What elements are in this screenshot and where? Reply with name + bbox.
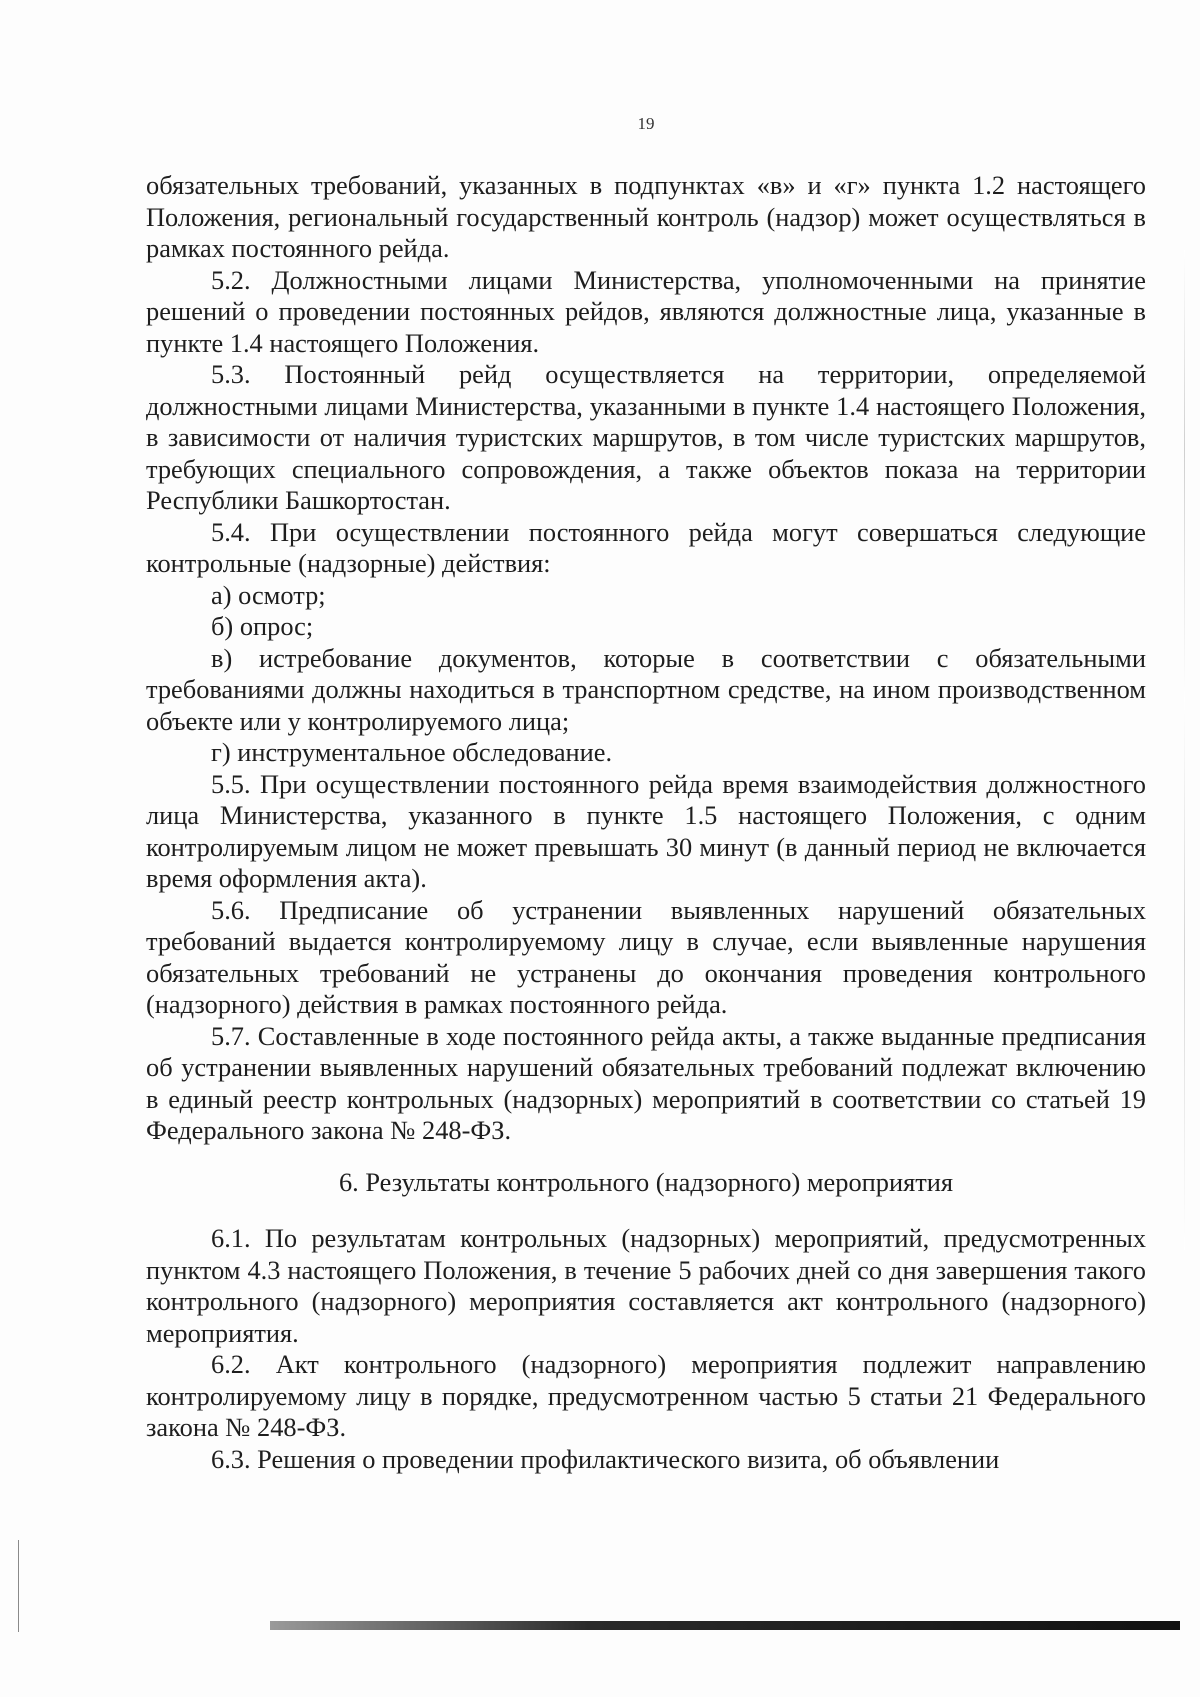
page-number: 19 (637, 114, 655, 133)
paragraph-5-2: 5.2. Должностными лицами Министерства, уполномоченными на принятие решений о проведении постоянных рейдов, являются должностные лица, указанные в пункте 1.4 настоящего Положения. (146, 264, 1146, 358)
scan-edge-artifact (1184, 250, 1185, 1250)
scan-margin-line (18, 1540, 19, 1632)
paragraph-5-6: 5.6. Предписание об устранении выявленных нарушений обязательных требований выдается контролируемому лицу в случае, если выявленные нарушения обязательных требований не устранены до окончания проведения контрольного (надзорного) действия в рамках постоянного рейда. (146, 894, 1146, 1019)
paragraph-continuation: обязательных требований, указанных в подпунктах «в» и «г» пункта 1.2 настоящего Положения, региональный государственный контроль (надзор) может осуществляться в рамках постоянного рейда. (146, 170, 1146, 263)
paragraph-5-7: 5.7. Составленные в ходе постоянного рейда акты, а также выданные предписания об устранении выявленных нарушений обязательных требований подлежат включению в единый реестр контрольных (надзорных) мероприятий в соответствии со статьей 19 Федерального закона № 248-ФЗ. (146, 1020, 1146, 1145)
list-item-g: г) инструментальное обследование. (211, 737, 613, 767)
paragraph-6-2: 6.2. Акт контрольного (надзорного) мероприятия подлежит направлению контролируемому лицу в порядке, предусмотренном частью 5 статьи 21 Федерального закона № 248-ФЗ. (146, 1349, 1146, 1442)
paragraph-5-4: 5.4. При осуществлении постоянного рейда могут совершаться следующие контрольные (надзорные) действия: (146, 516, 1146, 578)
list-item-b: б) опрос; (211, 611, 314, 641)
paragraph-6-1: 6.1. По результатам контрольных (надзорных) мероприятий, предусмотренных пунктом 4.3 настоящего Положения, в течение 5 рабочих дней со дня завершения такого контрольного (надзорного) мероприятия составляется акт контрольного (надзорного) мероприятия. (146, 1223, 1146, 1348)
section-heading: 6. Результаты контрольного (надзорного) мероприятия (338, 1166, 954, 1197)
list-item-v: в) истребование документов, которые в соответствии с обязательными требованиями должны находиться в транспортном средстве, на ином производственном объекте или у контролируемого лица; (146, 642, 1146, 736)
paragraph-5-5: 5.5. При осуществлении постоянного рейда время взаимодействия должностного лица Министерства, указанного в пункте 1.5 настоящего Положения, с одним контролируемым лицом не может превышать 30 минут (в данный период не включается время оформления акта). (146, 768, 1146, 893)
list-item-a: а) осмотр; (211, 579, 326, 610)
scan-bottom-shadow (270, 1621, 1180, 1630)
paragraph-6-3: 6.3. Решения о проведении профилактического визита, об объявлении (211, 1443, 1000, 1474)
paragraph-5-3: 5.3. Постоянный рейд осуществляется на территории, определяемой должностными лицами Министерства, указанными в пункте 1.4 настоящего Положения, в зависимости от наличия туристских маршрутов, в том числе туристских маршрутов, требующих специального сопровождения, а также объектов показа на территории Республики Башкортостан. (146, 359, 1146, 515)
document-body (146, 170, 1146, 1475)
